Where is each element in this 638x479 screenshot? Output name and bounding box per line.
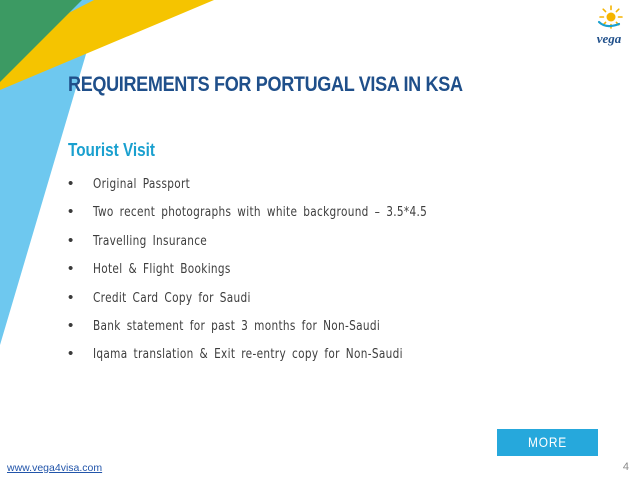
list-item-text: Iqama translation & Exit re-entry copy for Non-Saudi (93, 346, 403, 363)
list-item-text: Original Passport (93, 176, 191, 192)
bullet-icon: • (68, 260, 74, 278)
list-item-text: Credit Card Copy for Saudi (93, 289, 251, 306)
bullet-icon: • (68, 288, 74, 306)
page-number: 4 (622, 461, 629, 473)
bullet-icon: • (68, 345, 74, 363)
page-title: REQUIREMENTS FOR PORTUGAL VISA IN KSA (68, 73, 463, 96)
list-item-text: Two recent photographs with white background – 3.5*4.5 (93, 204, 428, 221)
list-item-text: Bank statement for past 3 months for Non-Saudi (93, 317, 381, 334)
bullet-icon: • (68, 175, 74, 192)
bullet-icon: • (68, 316, 74, 334)
list-item-text: Hotel & Flight Bookings (93, 261, 231, 278)
more-info-label: MORE INFO… (525, 434, 570, 477)
sun-icon (599, 6, 622, 28)
more-info-button[interactable] (497, 429, 598, 477)
bullet-icon: • (68, 203, 74, 221)
logo-text: vega (596, 31, 622, 46)
section-subtitle: Tourist Visit (68, 140, 156, 160)
vega-logo (586, 4, 632, 48)
bullet-icon: • (68, 231, 74, 249)
website-link[interactable]: www.vega4visa.com (7, 462, 103, 474)
list-item-text: Travelling Insurance (93, 232, 208, 249)
